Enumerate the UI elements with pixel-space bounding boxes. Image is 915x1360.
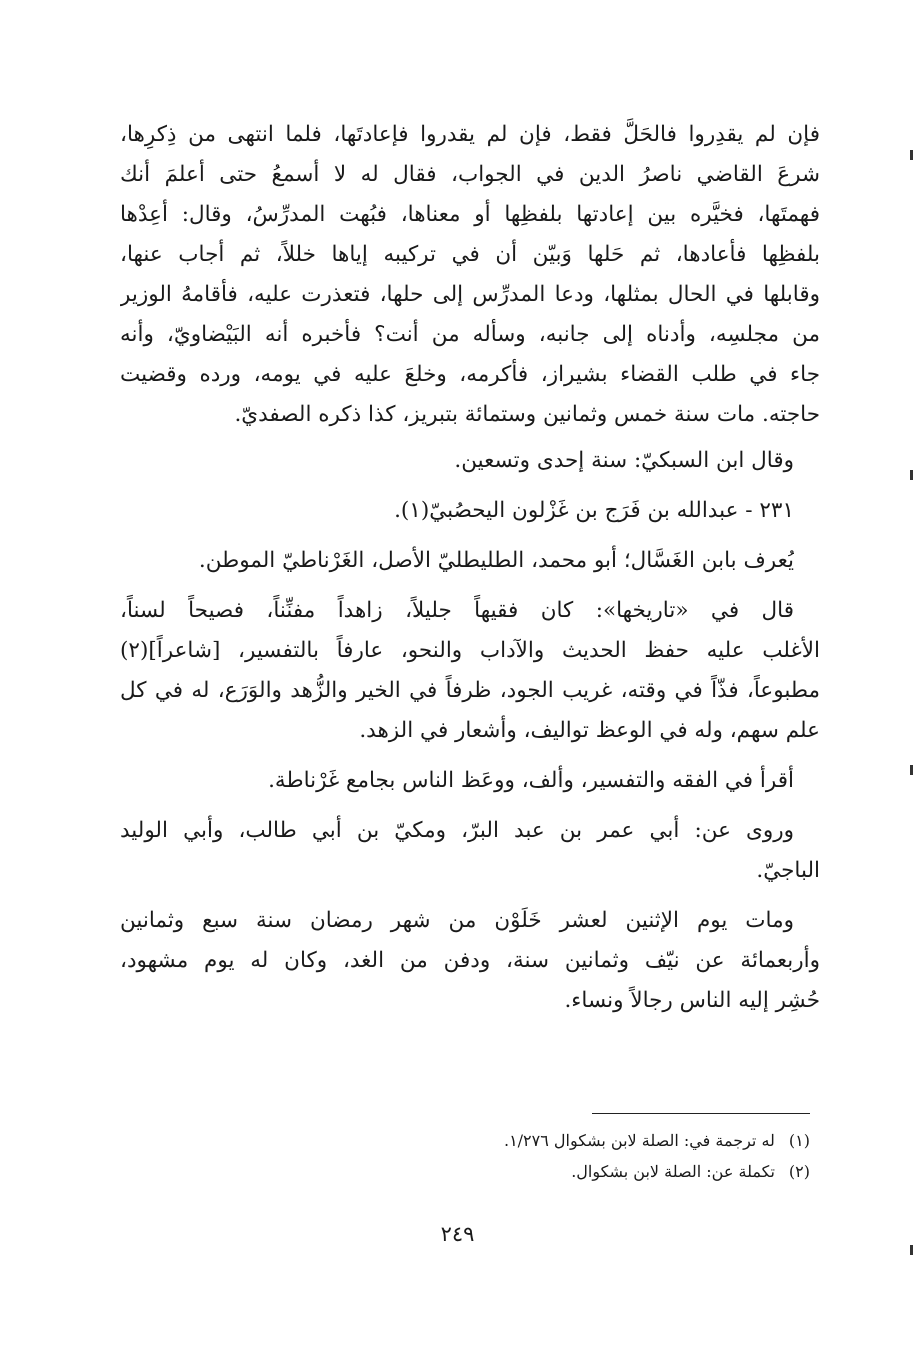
paragraph-subki-note (120, 441, 820, 481)
page-number: ٢٤٩ (440, 1222, 475, 1246)
paragraph-death (120, 901, 820, 1021)
footnotes (250, 1125, 810, 1187)
main-text (120, 115, 820, 1021)
text-line: شرعَ القاضي ناصرُ الدين في الجواب، فقال له لا أسمعُ حتى أعلمَ أنك (120, 162, 820, 187)
entry-heading-231 (120, 491, 820, 531)
footnote-text: له ترجمة في: الصلة لابن بشكوال ١/٢٧٦. (503, 1131, 775, 1150)
scan-edge-mark (910, 150, 913, 160)
footnote-number: (٢) (788, 1162, 810, 1181)
text-line: الأغلب عليه حفظ الحديث والآداب والنحو، عارفاً بالتفسير، [شاعراً](٢) (120, 638, 820, 663)
paragraph-known-as (120, 541, 820, 581)
paragraph-biography-continuation (120, 115, 820, 435)
text-line: وأربعمائة عن نيّف وثمانين سنة، ودفن من الغد، وكان له يوم مشهود، (120, 948, 820, 973)
text-line: علم سهم، وله في الوعظ تواليف، وأشعار في الزهد. (359, 718, 820, 743)
text-line: حُشِر إليه الناس رجالاً ونساء. (564, 988, 820, 1013)
text-line: جاء في طلب القضاء بشيراز، فأكرمه، وخلعَ عليه في يومه، ورده وقضيت (120, 362, 820, 387)
text-line: من مجلسِه، وأدناه إلى جانبه، وسأله من أنت؟ فأخبره أنه البَيْضاويّ، وأنه (120, 322, 820, 347)
text-line: مطبوعاً، فذّاً في وقته، غريب الجود، ظرفاً في الخير والزُّهد والوَرَع، له في كل (120, 678, 820, 703)
footnote-text: تكملة عن: الصلة لابن بشكوال. (571, 1162, 775, 1181)
footnote-separator (592, 1113, 810, 1114)
footnote-number: (١) (788, 1131, 810, 1150)
text-line: الباجيّ. (756, 858, 820, 883)
text-line: بلفظِها فأعادها، ثم حَلها وَبيّن أن في تركيبه إياها خللاً، ثم أجاب عنها، (120, 242, 820, 267)
text-line: فهمتَها، فخيَّره بين إعادتها بلفظِها أو معناها، فبُهت المدرِّسُ، وقال: أعِدْها (120, 202, 820, 227)
text-line: يُعرف بابن الغَسَّال؛ أبو محمد، الطليطليّ الأصل، الغَرْناطيّ الموطن. (198, 548, 794, 573)
scan-edge-mark (910, 470, 913, 480)
text-line: ومات يوم الإثنين لعشر خَلَوْن من شهر رمضان سنة سبع وثمانين (120, 908, 794, 933)
text-line: وقال ابن السبكيّ: سنة إحدى وتسعين. (454, 448, 794, 473)
scan-edge-mark (910, 1245, 913, 1255)
footnote-2 (250, 1156, 810, 1187)
entry-title: ٢٣١ - عبدالله بن فَرَج بن غَزْلون اليحصُبيّ(١). (394, 498, 794, 523)
text-line: وقابلها في الحال بمثلها، ودعا المدرِّس إلى حلها، فتعذرت عليه، فأقامهُ الوزير (120, 282, 820, 307)
text-line: وروى عن: أبي عمر بن عبد البرّ، ومكيّ بن أبي طالب، وأبي الوليد (120, 818, 794, 843)
text-line: فإن لم يقدِروا فالحَلَّ فقط، فإن لم يقدروا فإعادتَها، فلما انتهى من ذِكرِها، (120, 122, 820, 147)
paragraph-narrated-from (120, 811, 820, 891)
text-line: أقرأ في الفقه والتفسير، وألف، ووعَظ الناس بجامع غَرْناطة. (268, 768, 794, 793)
paragraph-teaching (120, 761, 820, 801)
paragraph-tarikh-quote (120, 591, 820, 751)
text-line: قال في «تاريخها»: كان فقيهاً جليلاً، زاهداً مفنِّناً، فصيحاً لسناً، (120, 598, 794, 623)
footnote-1 (250, 1125, 810, 1156)
text-line: حاجته. مات سنة خمس وثمانين وستمائة بتبريز، كذا ذكره الصفديّ. (234, 402, 820, 427)
scan-edge-mark (910, 765, 913, 775)
